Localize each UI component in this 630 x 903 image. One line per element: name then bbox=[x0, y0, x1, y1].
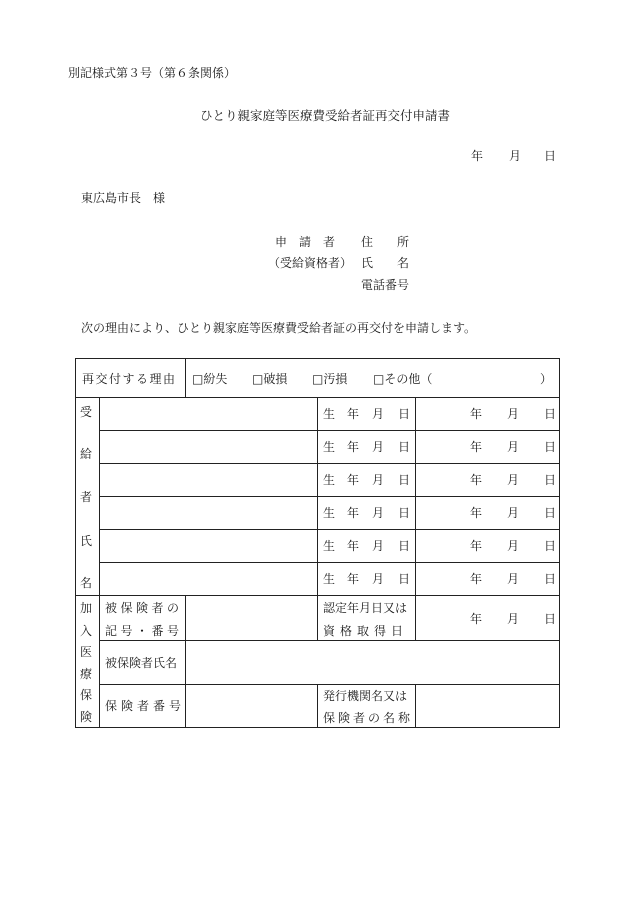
recipient-side-char: 名 bbox=[80, 576, 93, 590]
dob-date-char: 日 bbox=[544, 506, 557, 520]
cert-date-day: 日 bbox=[544, 612, 557, 626]
insurer-number-label: 保険者番号 bbox=[105, 699, 186, 713]
dob-label-char: 月 bbox=[372, 407, 385, 421]
dob-label-char: 生 bbox=[323, 407, 336, 421]
dob-label-char: 年 bbox=[347, 506, 360, 520]
dob-label-char: 月 bbox=[372, 440, 385, 454]
insurance-side-char: 療 bbox=[80, 667, 93, 681]
dob-date-char: 月 bbox=[507, 473, 520, 487]
dob-date-char: 日 bbox=[544, 473, 557, 487]
addressee: 東広島市長 様 bbox=[81, 191, 166, 205]
cert-date-label-2: 資格取得日 bbox=[323, 624, 409, 638]
dob-label-char: 日 bbox=[398, 440, 411, 454]
dob-label-char: 年 bbox=[347, 473, 360, 487]
insured-symbol-label-2: 記号・番号 bbox=[105, 624, 183, 638]
dob-date-char: 月 bbox=[507, 440, 520, 454]
document-title: ひとり親家庭等医療費受給者証再交付申請書 bbox=[200, 108, 451, 123]
dob-label-char: 生 bbox=[323, 572, 336, 586]
dob-label-char: 月 bbox=[372, 506, 385, 520]
reason-soiled-checkbox[interactable]: □汚損 bbox=[312, 372, 348, 386]
recipient-side-char: 給 bbox=[80, 447, 93, 461]
dob-label-char: 年 bbox=[347, 407, 360, 421]
recipient-side-char: 者 bbox=[80, 490, 93, 504]
dob-date-char: 日 bbox=[544, 407, 557, 421]
date-month: 月 bbox=[509, 149, 522, 163]
reason-lost-checkbox[interactable]: □紛失 bbox=[192, 372, 228, 386]
insured-symbol-label-1: 被保険者の bbox=[105, 601, 183, 615]
dob-label-char: 月 bbox=[372, 539, 385, 553]
name-label: 氏 名 bbox=[361, 256, 410, 270]
recipient-side-char: 氏 bbox=[80, 534, 93, 548]
dob-date-char: 月 bbox=[507, 506, 520, 520]
address-label: 住 所 bbox=[361, 235, 410, 249]
dob-date-char: 日 bbox=[544, 572, 557, 586]
dob-date-char: 年 bbox=[470, 473, 483, 487]
dob-date-char: 月 bbox=[507, 572, 520, 586]
date-year: 年 bbox=[471, 149, 484, 163]
applicant-label: 申 請 者 bbox=[275, 235, 336, 249]
insurance-side-char: 医 bbox=[80, 645, 93, 659]
dob-label-char: 日 bbox=[398, 506, 411, 520]
dob-date-char: 年 bbox=[470, 506, 483, 520]
dob-label-char: 年 bbox=[347, 572, 360, 586]
qualified-recipient-label: （受給資格者） bbox=[268, 256, 353, 270]
reason-damaged-checkbox[interactable]: □破損 bbox=[252, 372, 288, 386]
reason-label: 再交付する理由 bbox=[82, 372, 177, 386]
dob-date-char: 月 bbox=[507, 539, 520, 553]
reason-other-close: ） bbox=[540, 372, 553, 386]
issuer-label-2: 保険者の名称 bbox=[323, 711, 414, 725]
dob-label-char: 日 bbox=[398, 473, 411, 487]
recipient-side-char: 受 bbox=[80, 405, 93, 419]
statement: 次の理由により、ひとり親家庭等医療費受給者証の再交付を申請します。 bbox=[81, 321, 477, 335]
dob-label-char: 日 bbox=[398, 407, 411, 421]
dob-date-char: 月 bbox=[507, 407, 520, 421]
dob-label-char: 生 bbox=[323, 539, 336, 553]
dob-label-char: 日 bbox=[398, 539, 411, 553]
date-day: 日 bbox=[544, 149, 557, 163]
insurance-side-char: 保 bbox=[80, 688, 93, 702]
cert-date-month: 月 bbox=[507, 612, 520, 626]
dob-label-char: 日 bbox=[398, 572, 411, 586]
insurance-side-char: 険 bbox=[80, 710, 93, 724]
dob-date-char: 日 bbox=[544, 440, 557, 454]
dob-label-char: 月 bbox=[372, 473, 385, 487]
dob-label-char: 月 bbox=[372, 572, 385, 586]
dob-date-char: 年 bbox=[470, 539, 483, 553]
dob-label-char: 年 bbox=[347, 440, 360, 454]
form-reference: 別記様式第３号（第６条関係） bbox=[68, 66, 237, 80]
issuer-label-1: 発行機関名又は bbox=[323, 689, 408, 703]
dob-label-char: 生 bbox=[323, 473, 336, 487]
phone-label: 電話番号 bbox=[361, 278, 410, 292]
dob-label-char: 生 bbox=[323, 506, 336, 520]
reason-other-checkbox[interactable]: □その他（ bbox=[373, 372, 433, 386]
dob-label-char: 生 bbox=[323, 440, 336, 454]
dob-label-char: 年 bbox=[347, 539, 360, 553]
cert-date-label-1: 認定年月日又は bbox=[323, 601, 408, 615]
dob-date-char: 年 bbox=[470, 407, 483, 421]
dob-date-char: 日 bbox=[544, 539, 557, 553]
dob-date-char: 年 bbox=[470, 572, 483, 586]
insurance-side-char: 入 bbox=[80, 624, 93, 638]
cert-date-year: 年 bbox=[470, 612, 483, 626]
insurance-side-char: 加 bbox=[80, 601, 93, 615]
dob-date-char: 年 bbox=[470, 440, 483, 454]
insured-name-label: 被保険者氏名 bbox=[105, 656, 178, 670]
